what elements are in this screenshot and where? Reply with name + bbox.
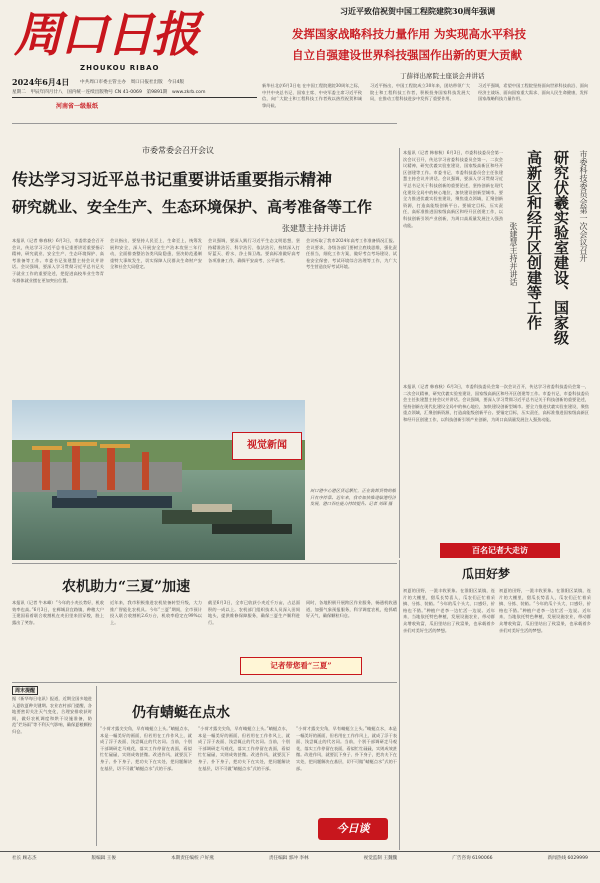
masthead-rule (12, 97, 257, 98)
essay-col2: “小荷才露尖尖角，早有蜻蜓立上头。”蜻蜓点水，本是一幅美好的画面，但若用在工作作风上，就成了浮于表面、浅尝辄止的代名词。当前，个别干部调研走马观花，落实工作停留在表面，看似忙忙碌碌，实则成效甚微。改进作风，就要沉下身子、扑下身子，把功夫下在实处，把问题解决在基层，切不可做“蜻蜓点水”式的干部。 (198, 726, 290, 771)
essay-column-tag-text: 今日谈 (336, 822, 370, 835)
right-byline: 张建慧主持并讲话 (509, 222, 518, 286)
masthead-pinyin: ZHOUKOU RIBAO (80, 64, 160, 72)
footer-item-2: 本期责任编校 户好燕 (171, 856, 214, 861)
top-news-kicker: 习近平致信祝贺中国工程院建院30周年强调 (340, 6, 496, 16)
port-photo-illustration (12, 400, 305, 560)
lead-col3: 会议强调，要深入践行习近平生态文明思想，坚持精准治污、科学治污、依法治污，持续深入打好蓝天、碧水、净土保卫战。要高标准做好高考各项准备工作，确保平安高考、公平高考。 (208, 238, 300, 263)
masthead-logo: 周口日报 (14, 7, 199, 63)
footer-items (0, 852, 600, 861)
feature-divider (399, 560, 400, 850)
feature-banner (440, 543, 560, 558)
essay-col1: “小荷才露尖尖角，早有蜻蜓立上头。”蜻蜓点水，本是一幅美好的画面，但若用在工作作风上，就成了浮于表面、浅尝辄止的代名词。当前，个别干部调研走马观花，落实工作停留在表面，看似忙忙碌碌，实则成效甚微。改进作风，就要沉下身子、扑下身子，把功夫下在实处，把问题解决在基层，切不可做“蜻蜓点水”式的干部。 (100, 726, 192, 771)
lead-top-rule (12, 123, 397, 124)
feature-headline: 瓜田好梦 (462, 567, 511, 581)
news-photo (12, 400, 305, 560)
top-news-col2: 习近平指出，中国工程院成立30年来，团结带领广大院士和工程科技工作者，积极投身国家科技发展大局，在推动工程科技进步中发挥了重要作用。 (370, 83, 470, 102)
right-column-divider (399, 148, 400, 558)
lead-headline1: 传达学习习近平总书记重要讲话重要指示精神 (12, 170, 333, 189)
agri-top-rule (12, 563, 397, 564)
essay-col3: “小荷才露尖尖角，早有蜻蜓立上头。”蜻蜓点水，本是一幅美好的画面，但若用在工作作风上，就成了浮于表面、浅尝辄止的代名词。当前，个别干部调研走马观花，落实工作停留在表面，看似忙忙碌碌，实则成效甚微。改进作风，就要沉下身子、扑下身子，把功夫下在实处，把问题解决在基层，切不可做“蜻蜓点水”式的干部。 (296, 726, 397, 771)
lead-col1: 本报讯（记者 韩春秋）6月3日，市委常委会召开会议，传达学习习近平总书记重要讲话重要指示精神，研究就业、安全生产、生态环境保护、高考准备等工作。市委书记张建慧主持会议并讲话。会议强调，要深入学习贯彻习近平总书记关于就业工作的重要论述，把促进高校毕业生等青年群体就业摆在更加突出位置。 (12, 238, 104, 283)
masthead-date: 2024年6月4日 (12, 77, 70, 87)
right-body: 本报讯（记者 韩春秋）6月3日，市委科技委员会第一次会议召开，传达学习省委科技委员会第一、二次会议精神，研究伏羲实验室建设、国家级高新区和经开区创建等工作。市委书记、市委科技委员会主任张建慧主持会议并讲话。会议强调，要深入学习贯彻习近平总书记关于科技创新的重要论述，坚持创新在现代化建设全局中的核心地位，加快建设创新型城市。要全力推进伏羲实验室建设，聚焦重点领域，汇聚创新资源，打造高能级创新平台。要锚定目标，压实责任，高标准推进国家级高新区和经开区创建工作，以科技创新引领产业创新，为周口高质量发展注入强劲动能。 (403, 150, 503, 228)
footer-bar (0, 851, 600, 866)
photo-label-text: 视觉新闻 (247, 440, 287, 451)
feature-banner-text: 百名记者大走访 (472, 545, 528, 555)
right-headline1: 研究伏羲实验室建设、国家级 (552, 150, 570, 345)
top-news-headline2: 自立自强建设世界科技强国作出新的更大贡献 (292, 48, 522, 62)
agri-col2: 近年来，我市积极推进农机装备转型升级，大力推广智能化农机具。今年“三夏”期间，全市预计投入联合收割机2.6万台，机收率稳定在99%以上。 (110, 600, 202, 625)
essay-headline: 仍有蜻蜓在点水 (132, 705, 230, 721)
footer-item-5: 广告咨询 6190066 (452, 856, 493, 861)
sidebar-tag: 周末提醒 (12, 686, 38, 695)
agri-banner-text: 记者带您看“三夏” (270, 661, 332, 670)
top-news-subline: 丁薛祥出席院士座谈会并讲话 (400, 72, 485, 80)
footer-item-3: 责任编辑 郭冲 李林 (268, 856, 309, 861)
masthead-badge: 河南省一级报纸 (56, 103, 99, 110)
lead-byline: 张建慧主持并讲话 (282, 224, 346, 233)
photo-caption: 周口港中心港区货运繁忙，正在装卸货物的船只有序停靠。近年来，我市加快推进临港经济发展，港口吞吐能力持续提升。记者 刘琛 摄 (310, 488, 396, 507)
lead-headline2: 研究就业、安全生产、生态环境保护、高考准备等工作 (12, 198, 373, 216)
lead-kicker: 市委常委会召开会议 (142, 146, 214, 155)
right-body-lower: 本报讯（记者 韩春秋）6月3日，市委科技委员会第一次会议召开，传达学习省委科技委员会第一、二次会议精神，研究伏羲实验室建设、国家级高新区和经开区创建等工作。市委书记、市委科技委员会主任张建慧主持会议并讲话。会议强调，要深入学习贯彻习近平总书记关于科技创新的重要论述，坚持创新在现代化建设全局中的核心地位，加快建设创新型城市。要全力推进伏羲实验室建设，聚焦重点领域，汇聚创新资源，打造高能级创新平台。要锚定目标，压实责任，高标准推进国家级高新区和经开区创建工作，以科技创新引领产业创新，为周口高质量发展注入强劲动能。 (403, 384, 589, 422)
right-headline2: 高新区和经开区创建等工作 (525, 150, 543, 330)
footer-item-4: 视觉监制 王魏魏 (363, 856, 398, 861)
agri-col4: 同时，各地积极开展跨区作业服务，畅通机收通道，加强气象预报服务，科学调度农机，抢抓晴好天气，确保颗粒归仓。 (306, 600, 397, 619)
top-news-col1: 新华社北京6月3日电 在中国工程院建院30周年之际，中共中央总书记、国家主席、中央军委主席习近平致信，向广大院士和工程科技工作者致以热烈祝贺和诚挚问候。 (262, 83, 362, 108)
top-news-headline1: 发挥国家战略科技力量作用 为实现高水平科技 (292, 27, 527, 41)
lead-col4: 会议听取了我市2024年高考工作准备情况汇报。会议要求，各级各部门要树立底线思维，强化责任担当，细化工作方案，做好考点考场建设、试卷安全保密、考试环境综合治理等工作，为广大考生营造良好考试环境。 (306, 238, 397, 270)
sidebar-body: 据《新华每日电讯》报道，近期全国多地进入夏收夏种关键期。农业农村部门提醒，各地要密切关注天气变化，合理安排收获时间，做好农机调度和烘干设施准备，防范“烂场雨”等不利天气影响，确保夏粮颗粒归仓。 (12, 696, 92, 734)
agri-banner (240, 657, 362, 675)
essay-top-rule (12, 682, 397, 683)
footer-item-1: 版编辑 王俊 (91, 856, 116, 861)
agri-col3: 截至6月3日，全市已收获小麦近千万亩，占总面积的一成以上。农机部门组织技术人员深入田间地头，提供维修保障服务，确保三夏生产顺利进行。 (208, 600, 300, 625)
essay-column-tag (318, 818, 388, 840)
masthead-info-row1: 中共周口市委主管主办 周口日报社出版 今日4版 (80, 80, 185, 85)
agri-headline: 农机助力“三夏”加速 (62, 579, 191, 595)
agri-col1: 本报讯（记者 牛本峰）“今年的小麦长势好，机收效率也高。”6月3日，在郸城县宜路镇，种粮大户王建国看着联合收割机在麦田里来回穿梭，脸上露出了笑容。 (12, 600, 104, 625)
top-news-col3: 习近平强调，希望中国工程院坚持面向世界科技前沿、面向经济主战场、面向国家重大需求、面向人民生命健康，发挥国家战略科技力量作用。 (478, 83, 588, 102)
photo-label (232, 432, 302, 460)
footer-item-0: 社长 顾志杰 (12, 856, 37, 861)
feature-col1: 初夏的田野，一派丰收景象。在淮阳区某镇，连片的大棚里，甜瓜长势喜人，瓜农们正忙着采摘、分拣、装箱。“今年的瓜个头大、口感好，价格也不错。”种植户老李一边忙活一边说。近年来，当地依托特色种植，发展设施农业，带动群众增收致富，瓜田里结出了致富果，也承载着乡亲们对美好生活的梦想。 (403, 588, 495, 633)
feature-col2: 初夏的田野，一派丰收景象。在淮阳区某镇，连片的大棚里，甜瓜长势喜人，瓜农们正忙着采摘、分拣、装箱。“今年的瓜个头大、口感好，价格也不错。”种植户老李一边忙活一边说。近年来，当地依托特色种植，发展设施农业，带动群众增收致富，瓜田里结出了致富果，也承载着乡亲们对美好生活的梦想。 (499, 588, 591, 633)
lead-col2: 会议指出，要坚持人民至上、生命至上，统筹发展和安全，深入开展安全生产治本攻坚三年行动，全面排查整治各类风险隐患，坚决防范遏制重特大事故发生，切实保障人民群众生命财产安全和社会大局稳定。 (110, 238, 202, 270)
footer-item-6: 新闻热线 6029999 (547, 856, 588, 861)
sidebar-divider (96, 686, 97, 846)
masthead-info-row2: 星期二 甲辰年四月廿八 国内统一连续出版物号 CN 41-0069 第9891期 www.zkrb.com (12, 90, 206, 95)
right-kicker: 市委科技委员会第一次会议召开 (579, 150, 588, 262)
